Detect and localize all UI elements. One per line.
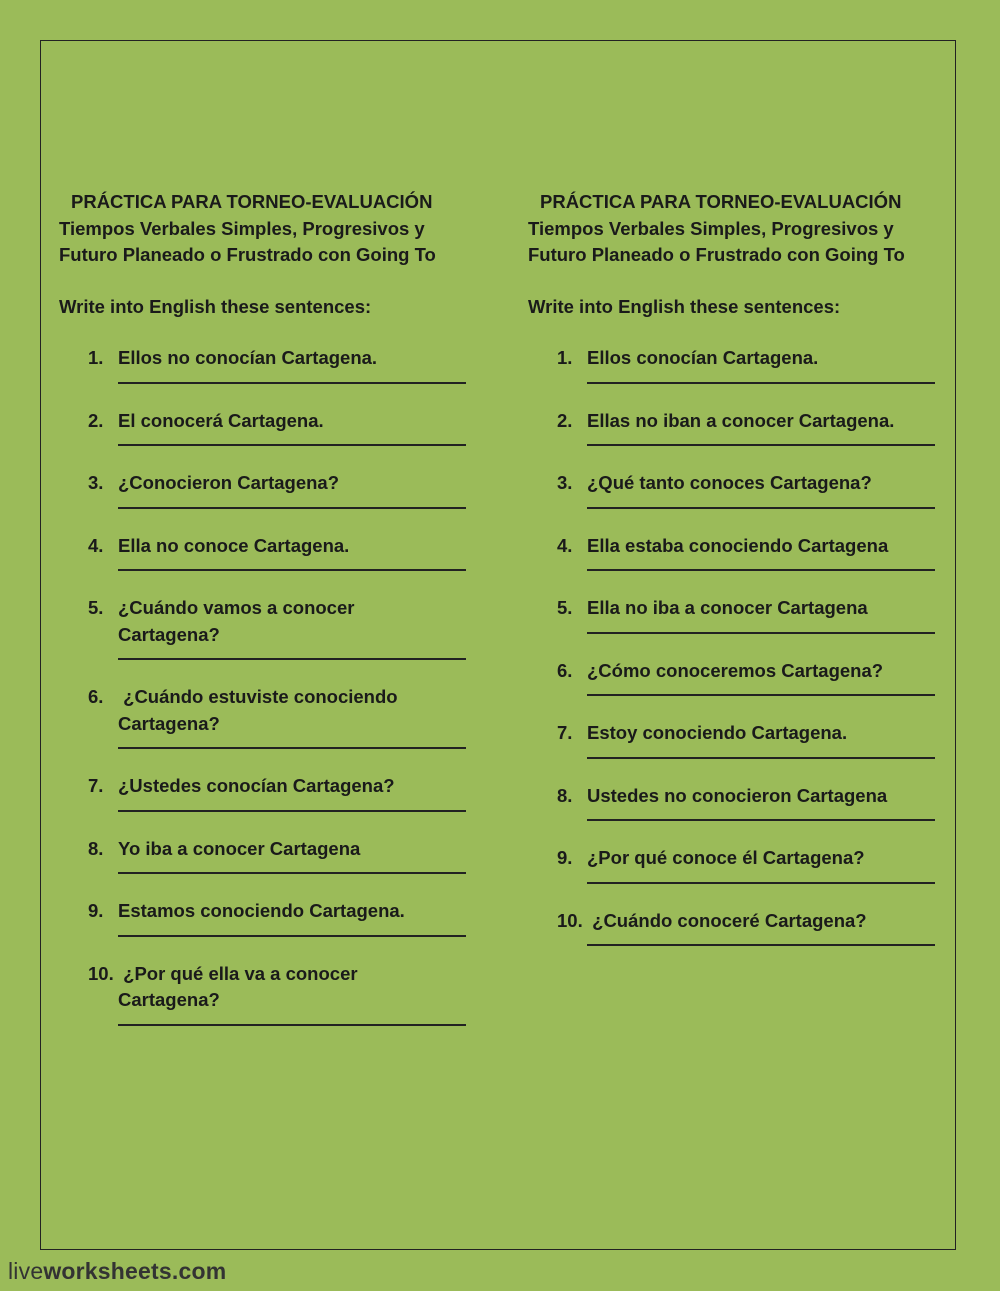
question-text: Ustedes no conocieron Cartagena [587,784,888,806]
question-number: 1. [88,347,104,368]
question-text: ¿Cuándo estuviste conociendo [118,686,398,707]
question-text: Ella no conoce Cartagena. [118,534,350,556]
question-item [59,470,469,509]
question-item [528,908,938,947]
question-text: Ella estaba conociendo Cartagena [587,534,889,556]
question-item [528,470,938,509]
question-text: Ella no iba a conocer Cartagena [587,597,868,618]
liveworksheets-logo [8,1258,226,1285]
question-text: ¿Por qué ella va a conocer [118,962,358,984]
question-number: 1. [557,347,573,368]
right-column [528,189,938,970]
answer-blank[interactable] [587,881,935,884]
question-item [59,408,469,447]
question-number: 8. [557,784,573,806]
answer-blank[interactable] [118,934,466,937]
question-item [59,595,469,660]
question-text: ¿Cuándo vamos a conocer [118,597,355,618]
question-number: 9. [88,900,104,921]
question-number: 2. [88,409,104,431]
answer-blank[interactable] [587,381,935,384]
question-text-continued: Cartagena? [118,623,220,645]
worksheet-subtitle-line1: Tiempos Verbales Simples, Progresivos y [59,217,425,239]
answer-blank[interactable] [118,506,466,509]
question-number: 3. [557,472,573,493]
instruction-text: Write into English these sentences: [59,295,372,317]
question-item [59,836,469,875]
question-text: Yo iba a conocer Cartagena [118,837,361,859]
answer-blank[interactable] [587,568,935,571]
question-text-continued: Cartagena? [118,712,220,734]
question-item [528,408,938,447]
question-number: 9. [557,847,573,868]
question-item [59,773,469,812]
question-number: 5. [88,597,104,618]
left-question-list [59,345,469,1026]
answer-blank[interactable] [118,568,466,571]
question-number: 2. [557,409,573,431]
question-number: 10. [88,962,114,984]
worksheet-subtitle-line2: Futuro Planeado o Frustrado con Going To [59,244,436,265]
question-number: 3. [88,472,104,493]
question-item [59,345,469,384]
worksheet-subtitle-line1: Tiempos Verbales Simples, Progresivos y [528,217,894,239]
question-text-continued: Cartagena? [118,989,220,1010]
question-item [528,720,938,759]
question-item [59,684,469,749]
answer-blank[interactable] [118,1023,466,1026]
answer-blank[interactable] [118,443,466,446]
question-item [528,783,938,822]
question-number: 4. [88,534,104,556]
question-item [59,961,469,1026]
left-column [59,189,469,1050]
answer-blank[interactable] [118,871,466,874]
question-text: ¿Por qué conoce él Cartagena? [587,847,865,868]
question-number: 10. [557,909,583,931]
logo-text-live: live [8,1258,44,1284]
answer-blank[interactable] [118,381,466,384]
question-text: ¿Qué tanto conoces Cartagena? [587,472,872,493]
logo-text-worksheets: worksheets.com [43,1258,227,1284]
question-text: Ellos conocían Cartagena. [587,347,819,368]
question-number: 6. [88,686,104,707]
worksheet-title: PRÁCTICA PARA TORNEO-EVALUACIÓN [71,191,433,212]
question-text: Ellas no iban a conocer Cartagena. [587,409,895,431]
answer-blank[interactable] [587,506,935,509]
question-item [59,533,469,572]
question-text: Estoy conociendo Cartagena. [587,722,848,743]
question-item [528,345,938,384]
question-text: ¿Cuándo conoceré Cartagena? [587,909,867,931]
answer-blank[interactable] [587,693,935,696]
worksheet-subtitle-line2: Futuro Planeado o Frustrado con Going To [528,244,905,265]
answer-blank[interactable] [587,818,935,821]
answer-blank[interactable] [587,756,935,759]
question-item [528,845,938,884]
answer-blank[interactable] [118,657,466,660]
answer-blank[interactable] [118,809,466,812]
question-number: 6. [557,659,573,681]
question-number: 7. [557,722,573,743]
question-text: El conocerá Cartagena. [118,409,324,431]
answer-blank[interactable] [587,443,935,446]
question-number: 8. [88,837,104,859]
question-item [59,898,469,937]
instruction-text: Write into English these sentences: [528,295,841,317]
answer-blank[interactable] [587,943,935,946]
question-text: Estamos conociendo Cartagena. [118,900,405,921]
question-text: ¿Cómo conoceremos Cartagena? [587,659,884,681]
question-number: 7. [88,775,104,796]
answer-blank[interactable] [118,746,466,749]
worksheet-title: PRÁCTICA PARA TORNEO-EVALUACIÓN [540,191,902,212]
question-item [528,658,938,697]
question-number: 5. [557,597,573,618]
worksheet-frame [40,40,956,1250]
question-item [528,533,938,572]
question-number: 4. [557,534,573,556]
question-text: ¿Ustedes conocían Cartagena? [118,775,395,796]
answer-blank[interactable] [587,631,935,634]
question-text: Ellos no conocían Cartagena. [118,347,378,368]
right-question-list [528,345,938,946]
question-item [528,595,938,634]
question-text: ¿Conocieron Cartagena? [118,472,339,493]
